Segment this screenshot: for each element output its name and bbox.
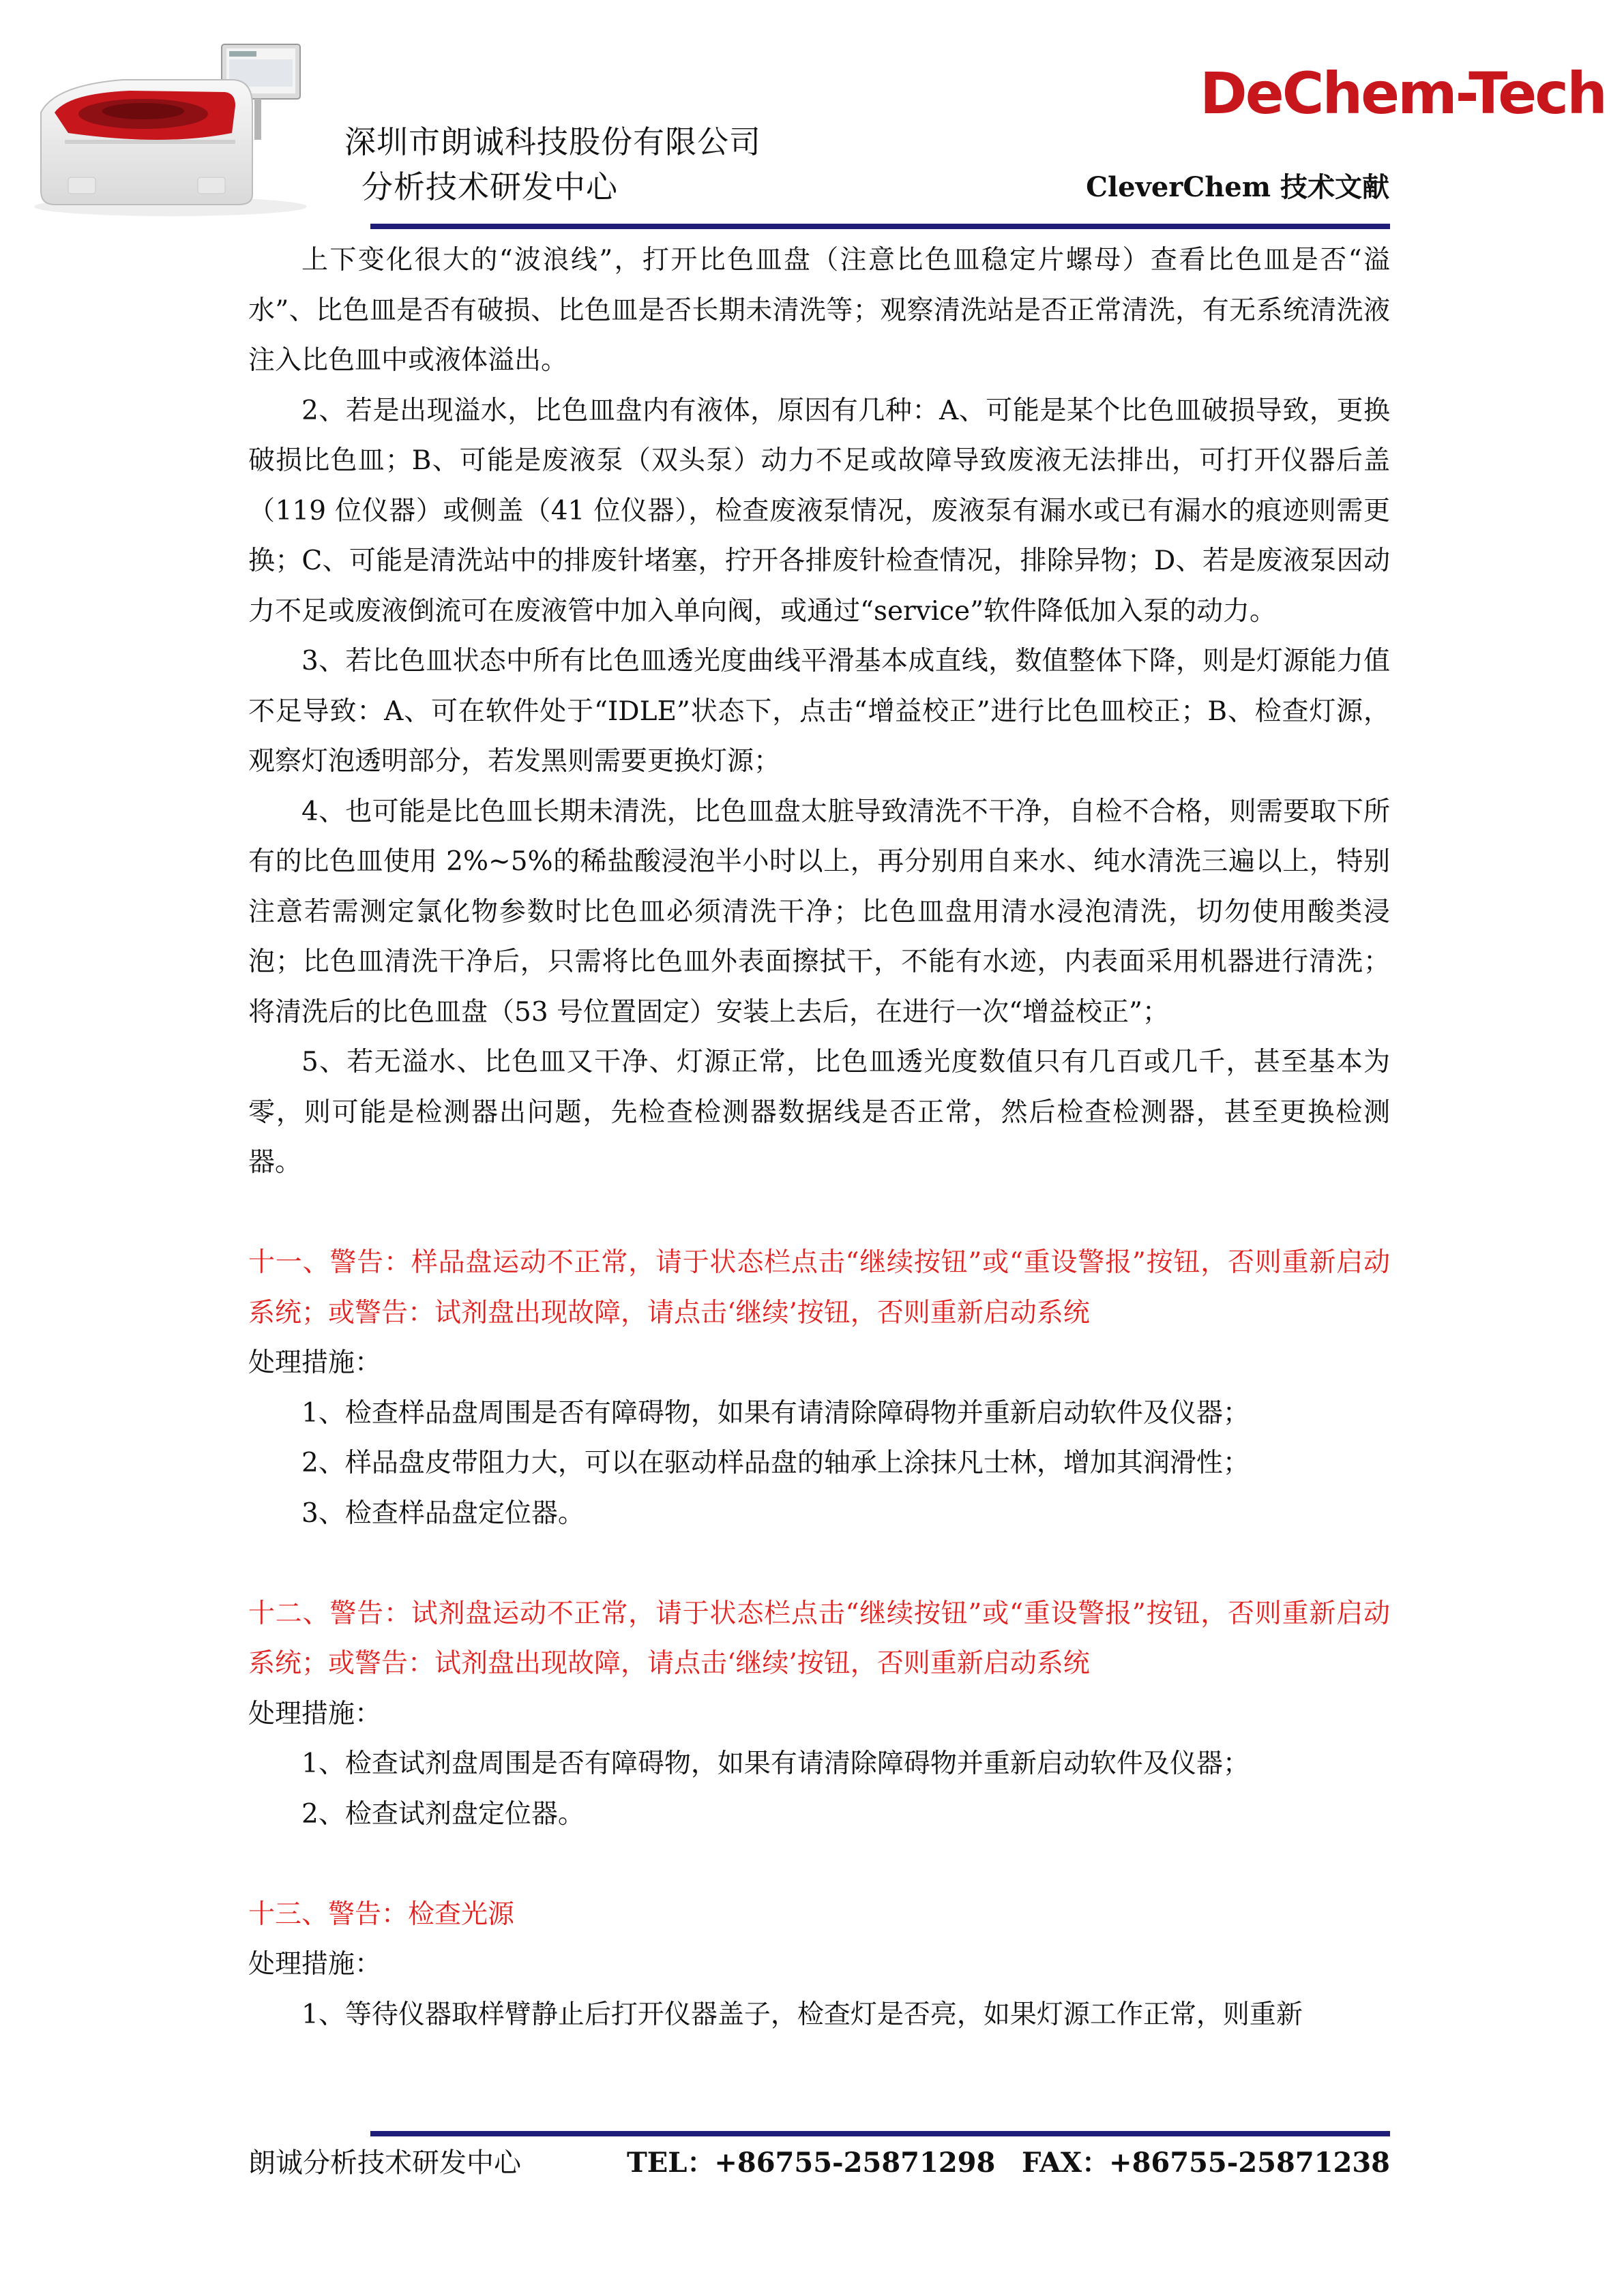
footer-fax: FAX：+86755-25871238 bbox=[1021, 2147, 1390, 2179]
footer-divider bbox=[370, 2131, 1390, 2136]
section-12-item-2: 2、检查试剂盘定位器。 bbox=[301, 1798, 585, 1830]
section-11-measures-label: 处理措施： bbox=[248, 1347, 382, 1378]
header-divider bbox=[370, 224, 1390, 229]
page-footer bbox=[248, 2141, 1390, 2182]
section-11-item-2: 2、样品盘皮带阻力大，可以在驱动样品盘的轴承上涂抹凡士林，增加其润滑性； bbox=[301, 1448, 1250, 1478]
footer-department: 朗诚分析技术研发中心 bbox=[248, 2147, 521, 2179]
dechem-tech-logo bbox=[1197, 55, 1606, 130]
paragraph-detector: 5、若无溢水、比色皿又干净、灯源正常，比色皿透光度数值只有几百或几千，甚至基本为零，则可能是检测器出问题，先检查检测器数据线是否正常，然后检查检测器，甚至更换检测器。 bbox=[248, 1047, 1390, 1178]
section-13-heading: 十三、警告：检查光源 bbox=[248, 1898, 515, 1930]
section-11-heading: 十一、警告：样品盘运动不正常，请于状态栏点击“继续按钮”或“重设警报”按钮，否则重新启动系统；或警告：试剂盘出现故障，请点击‘继续’按钮，否则重新启动系统 bbox=[248, 1247, 1390, 1328]
analyzer-instrument-image bbox=[27, 38, 314, 218]
section-12-measures-label: 处理措施： bbox=[248, 1698, 382, 1729]
document-tag: CleverChem 技术文献 bbox=[1086, 171, 1389, 203]
section-13-item-1: 1、等待仪器取样臂静止后打开仪器盖子，检查灯是否亮，如果灯源工作正常，则重新 bbox=[301, 1999, 1303, 2030]
section-11-item-1: 1、检查样品盘周围是否有障碍物，如果有请清除障碍物并重新启动软件及仪器； bbox=[301, 1397, 1250, 1429]
paragraph-overflow: 2、若是出现溢水，比色皿盘内有液体，原因有几种：A、可能是某个比色皿破损导致，更换破损比色皿；B、可能是废液泵（双头泵）动力不足或故障导致废液无法排出，可打开仪器后盖（119 位仪器）或侧盖（41 位仪器），检查废液泵情况，废液泵有漏水或已有漏水的痕迹则需更换；C、可能是清洗站中的排废针堵塞，拧开各排废针检查情况，排除异物；D、若是废液泵因动力不足或废液倒流可在废液管中加入单向阀，或通过“service”软件降低加入泵的动力。 bbox=[248, 395, 1390, 627]
section-12-heading: 十二、警告：试剂盘运动不正常，请于状态栏点击“继续按钮”或“重设警报”按钮，否则重新启动系统；或警告：试剂盘出现故障，请点击‘继续’按钮，否则重新启动系统 bbox=[248, 1598, 1390, 1679]
department-name: 分析技术研发中心 bbox=[361, 168, 618, 205]
section-13-measures-label: 处理措施： bbox=[248, 1949, 382, 1980]
paragraph-cleaning: 4、也可能是比色皿长期未清洗，比色皿盘太脏导致清洗不干净，自检不合格，则需要取下所有的比色皿使用 2%~5%的稀盐酸浸泡半小时以上，再分别用自来水、纯水清洗三遍以上，特别注意若需测定氯化物参数时比色皿必须清洗干净；比色皿盘用清水浸泡清洗，切勿使用酸类浸泡；比色皿清洗干净后，只需将比色皿外表面擦拭干，不能有水迹，内表面采用机器进行清洗；将清洗后的比色皿盘（53 号位置固定）安装上去后，在进行一次“增益校正”； bbox=[248, 796, 1390, 1028]
paragraph-wave-line: 上下变化很大的“波浪线”，打开比色皿盘（注意比色皿稳定片螺母）查看比色皿是否“溢水”、比色皿是否有破损、比色皿是否长期未清洗等；观察清洗站是否正常清洗，有无系统清洗液注入比色皿中或液体溢出。 bbox=[248, 245, 1390, 376]
company-name: 深圳市朗诚科技股份有限公司 bbox=[344, 123, 761, 160]
document-body bbox=[248, 235, 1390, 2040]
footer-telephone: TEL：+86755-25871298 bbox=[627, 2147, 996, 2179]
paragraph-lamp: 3、若比色皿状态中所有比色皿透光度曲线平滑基本成直线，数值整体下降，则是灯源能力值不足导致：A、可在软件处于“IDLE”状态下，点击“增益校正”进行比色皿校正；B、检查灯源，观察灯泡透明部分，若发黑则需要更换灯源； bbox=[248, 646, 1390, 777]
svg-text:DeChem-Tech: DeChem-Tech bbox=[1200, 60, 1606, 127]
section-11-item-3: 3、检查样品盘定位器。 bbox=[301, 1497, 585, 1529]
section-12-item-1: 1、检查试剂盘周围是否有障碍物，如果有请清除障碍物并重新启动软件及仪器； bbox=[301, 1748, 1250, 1779]
